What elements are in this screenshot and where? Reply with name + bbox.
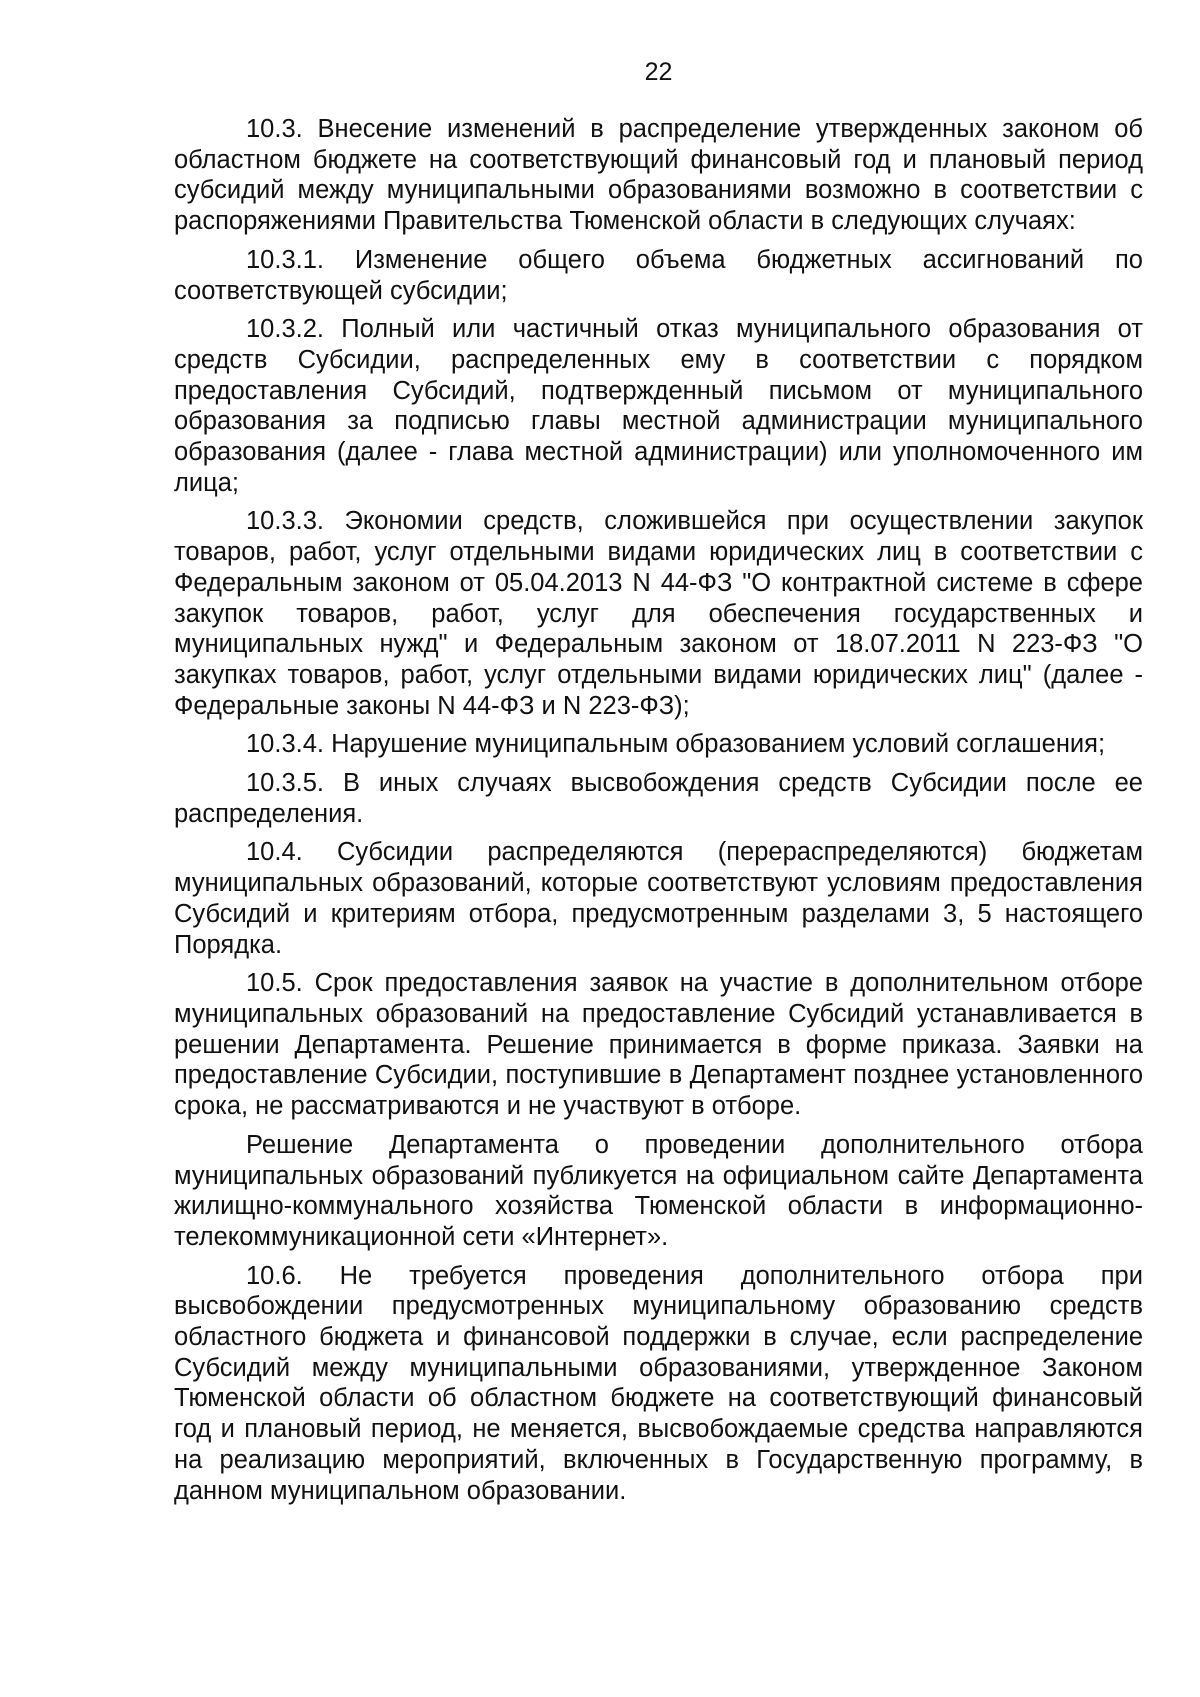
paragraph-text: Срок предоставления заявок на участие в дополнительном отборе муниципальных образований на предоставление Субсидий устанавливается в решении Департамента. Решение принимается в форме приказа. Заявки на предоставление Субсидии, поступившие в Департамент позднее установленного срока, не рассматриваются и не участвуют в отборе. — [174, 969, 1143, 1121]
paragraph-10-3-1 — [174, 245, 1143, 306]
paragraph-number: 10.6. — [246, 1261, 303, 1290]
paragraph-text: Нарушение муниципальным образованием условий соглашения; — [331, 730, 1106, 759]
paragraph-number: 10.3.2. — [246, 315, 324, 344]
paragraph-number: 10.3.3. — [246, 507, 324, 536]
paragraph-text: Внесение изменений в распределение утвержденных законом об областном бюджете на соответствующий финансовый год и плановый период субсидий между муниципальными образованиями возможно в соответствии с распоряжениями Правительства Тюменской области в следующих случаях: — [174, 115, 1143, 236]
paragraph-number: 10.5. — [246, 969, 303, 998]
paragraph-10-6 — [174, 1261, 1143, 1507]
paragraph-text: В иных случаях высвобождения средств Субсидии после ее распределения. — [174, 769, 1143, 828]
paragraph-text: Не требуется проведения дополнительного отбора при высвобождении предусмотренных муниципальному образованию средств областного бюджета и финансовой поддержки в случае, если распределение Субсидий между муниципальными образованиями, утвержденное Законом Тюменской области об областном бюджете на соответствующий финансовый год и плановый период, не меняется, высвобождаемые средства направляются на реализацию мероприятий, включенных в Государственную программу, в данном муниципальном образовании. — [174, 1261, 1143, 1505]
paragraph-text: Субсидии распределяются (перераспределяются) бюджетам муниципальных образований, которые соответствуют условиям предоставления Субсидий и критериям отбора, предусмотренным разделами 3, 5 настоящего Порядка. — [174, 838, 1143, 959]
paragraph-text: Экономии средств, сложившейся при осуществлении закупок товаров, работ, услуг отдельными видами юридических лиц в соответствии с Федеральным законом от 05.04.2013 N 44-ФЗ "О контрактной системе в сфере закупок товаров, работ, услуг для обеспечения государственных и муниципальных нужд" и Федеральным законом от 18.07.2011 N 223-ФЗ "О закупках товаров, работ, услуг отдельными видами юридических лиц" (далее - Федеральные законы N 44-ФЗ и N 223-ФЗ); — [174, 507, 1143, 720]
paragraph-number: 10.3. — [246, 115, 303, 143]
paragraph-10-5-decision — [174, 1130, 1143, 1253]
paragraph-number: 10.3.4. — [246, 730, 324, 759]
paragraph-number: 10.3.5. — [246, 769, 324, 798]
paragraph-text: Полный или частичный отказ муниципального образования от средств Субсидии, распределенных ему в соответствии с порядком предоставления Субсидий, подтвержденный письмом от муниципального образования за подписью главы местной администрации муниципального образования (далее - глава местной администрации) или уполномоченного им лица; — [174, 315, 1143, 497]
paragraph-text: Изменение общего объема бюджетных ассигнований по соответствующей субсидии; — [174, 245, 1143, 305]
paragraph-10-3-2 — [174, 314, 1143, 498]
document-body — [174, 114, 1143, 1514]
paragraph-number: 10.3.1. — [246, 245, 324, 274]
paragraph-number: 10.4. — [246, 838, 303, 867]
paragraph-10-5 — [174, 968, 1143, 1122]
paragraph-10-3-4 — [174, 729, 1143, 760]
paragraph-text: Решение Департамента о проведении дополнительного отбора муниципальных образований публикуется на официальном сайте Департамента жилищно-коммунального хозяйства Тюменской области в информационно-телекоммуникационной сети «Интернет». — [174, 1130, 1143, 1251]
page-number: 22 — [644, 58, 673, 86]
paragraph-10-3 — [174, 114, 1143, 237]
paragraph-10-3-5 — [174, 768, 1143, 829]
paragraph-10-4 — [174, 837, 1143, 960]
paragraph-10-3-3 — [174, 506, 1143, 721]
